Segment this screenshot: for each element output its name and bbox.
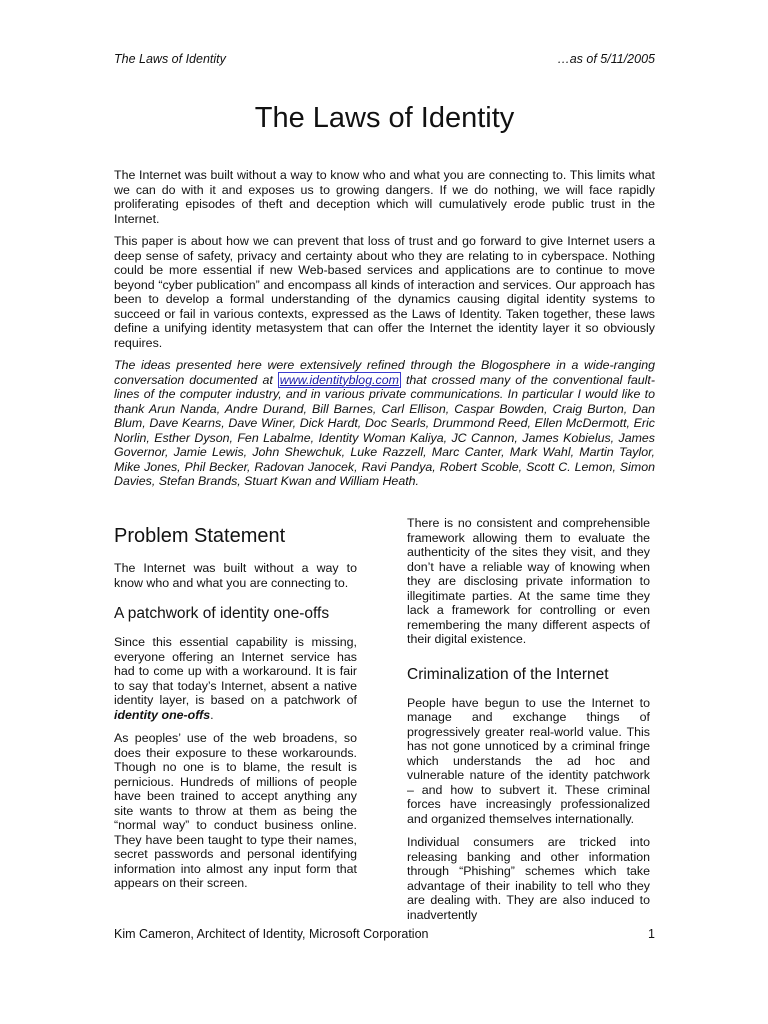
- section-heading-problem-statement: Problem Statement: [114, 525, 286, 547]
- document-title: The Laws of Identity: [254, 102, 515, 134]
- page-number: 1: [648, 927, 655, 941]
- intro-paragraph-1: The Internet was built without a way to know who and what you are connecting to. This limits what we can do with it and exposes us to growing dangers. If we do nothing, we will face rapidly proliferating episodes of theft and deception which will cumulatively erode public trust in the Internet.: [114, 168, 655, 226]
- subheading-patchwork: A patchwork of identity one-offs: [114, 605, 330, 622]
- footer-author: Kim Cameron, Architect of Identity, Microsoft Corporation: [114, 927, 429, 941]
- patchwork-text-after: .: [210, 707, 214, 722]
- subheading-criminalization: Criminalization of the Internet: [407, 665, 609, 683]
- intro-paragraph-2: This paper is about how we can prevent that loss of trust and go forward to give Internet users a deep sense of safety, privacy and certainty about who they are relating to in cyberspace. Nothing could be more essential if new Web-based services and applications are to continue to move beyond “cyber publication” and encompass all kinds of interaction and services. Our approach has been to develop a formal understanding of the dynamics causing digital identity systems to succeed or fail in various contexts, expressed as the Laws of Identity. Taken together, these laws define a unifying identity metasystem that can offer the Internet the identity layer it so obviously requires.: [114, 234, 655, 350]
- patchwork-text-before: Since this essential capability is missing, everyone offering an Internet service has had to come up with a workaround. It is fair to say that today’s Internet, absent a native identity layer, is based on a patchwork of: [114, 635, 357, 707]
- running-header-date: …as of 5/11/2005: [557, 52, 655, 66]
- right-column: [407, 516, 650, 931]
- phishing-paragraph: Individual consumers are tricked into releasing banking and other information through “Phishing” schemes which take advantage of their inability to tell who they are dealing with. They are also induced to inadvertently: [407, 835, 650, 922]
- intro-section: [114, 168, 655, 497]
- problem-paragraph: The Internet was built without a way to know who and what you are connecting to.: [114, 561, 357, 590]
- web-usage-paragraph: As peoples’ use of the web broadens, so does their exposure to these workarounds. Though no one is to blame, the result is pernicious. Hundreds of millions of people have been trained to accept anything any site wants to throw at them as being the “normal way” to conduct business online. They have been taught to type their names, secret passwords and personal identifying information into almost any input form that appears on their screen.: [114, 731, 357, 890]
- criminalization-paragraph: People have begun to use the Internet to manage and exchange things of progressively greater real-world value. This has not gone unnoticed by a criminal fringe which understands the ad hoc and vulnerable nature of the identity patchwork – and how to subvert it. These criminal forces have increasingly professionalized and organized themselves internationally.: [407, 695, 650, 826]
- left-column: [114, 516, 357, 900]
- framework-paragraph: There is no consistent and comprehensible framework allowing them to evaluate the authenticity of the sites they visit, and they don’t have a reliable way of knowing when they are disclosing private information to illegitimate parties. At the same time they lack a framework for controlling or even remembering the many different aspects of their digital existence.: [407, 516, 650, 646]
- acknowledgements-paragraph: [114, 358, 655, 489]
- patchwork-paragraph: [114, 635, 357, 722]
- identityblog-link[interactable]: www.identityblog.com: [279, 372, 399, 387]
- ack-text-after: that crossed many of the conventional fault-lines of the computer industry, and in various private communications. In particular I would like to thank Arun Nanda, Andre Durand, Bill Barnes, Carl Ellison, Caspar Bowden, Craig Burton, Dan Blum, Dave Kearns, Dave Winer, Dick Hardt, Doc Searls, Drummond Reed, Ellen McDermott, Eric Norlin, Esther Dyson, Fen Labalme, Identity Woman Kaliya, JC Cannon, James Kobielus, James Governor, Jamie Lewis, John Shewchuk, Luke Razzell, Marc Canter, Mark Wahl, Martin Taylor, Mike Jones, Phil Becker, Radovan Janocek, Ravi Pandya, Robert Scoble, Scott C. Lemon, Simon Davies, Stefan Brands, Stuart Kwan and William Heath.: [114, 372, 655, 488]
- ack-text-before: The ideas presented here were extensively refined through the Blogosphere in a wide-ranging conversation documented at: [114, 358, 655, 387]
- patchwork-emphasis: identity one-offs: [114, 707, 211, 722]
- running-header-title: The Laws of Identity: [114, 52, 226, 66]
